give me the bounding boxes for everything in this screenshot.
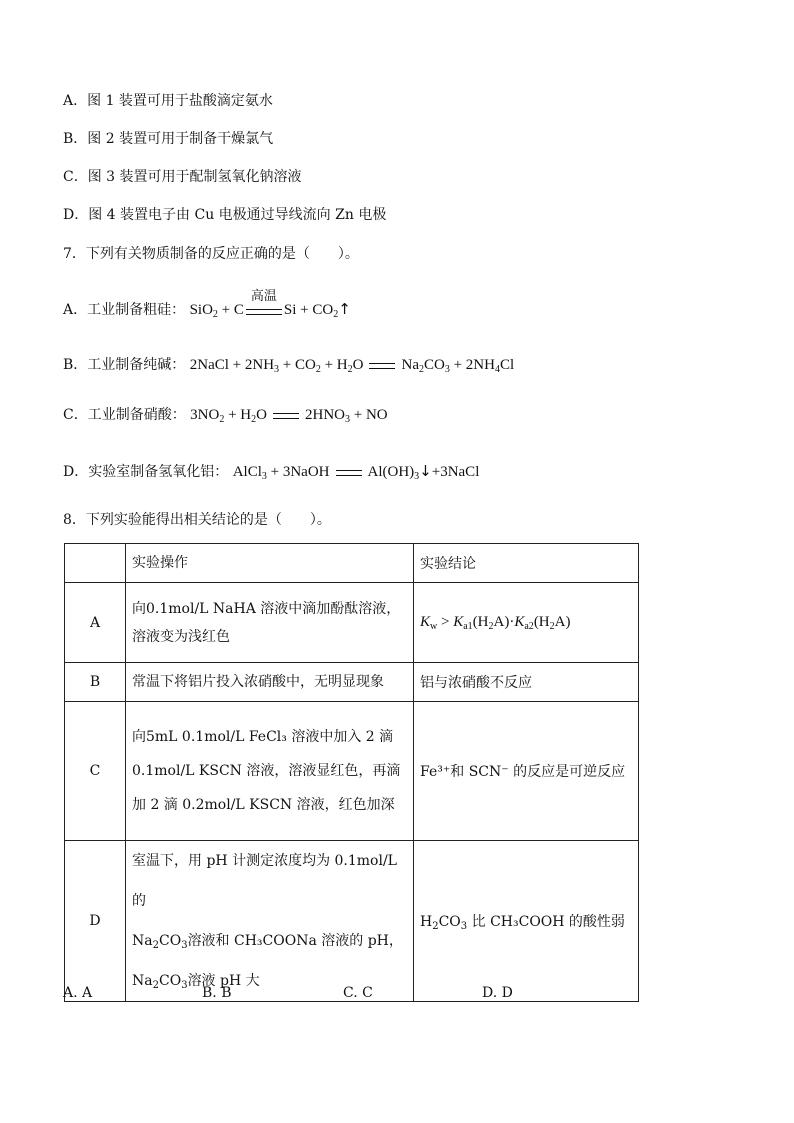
header-operation: 实验操作	[126, 544, 414, 583]
table-header-row	[65, 544, 639, 583]
answer-c: C. C	[343, 985, 373, 1001]
row-conclusion: Fe³⁺和 SCN⁻ 的反应是可逆反应	[414, 702, 639, 841]
row-operation: 室温下，用 pH 计测定浓度均为 0.1mol/L 的 $Na_2CO_3$溶液和 CH₃COONa 溶液的 pH， $Na_2CO_3$溶液 pH 大	[126, 841, 414, 1002]
row-conclusion: $K_w > K_{a1}(H_2A)\cdot K_{a2}(H_2A)$	[414, 583, 639, 663]
q7-option-b: B．工业制备纯碱： 2NaCl + $2NH_3 + CO_2 + H_2O$ $Na_2CO_3 + 2NH_4Cl$	[63, 357, 515, 375]
row-key: C	[65, 702, 126, 841]
row-operation: 向0.1mol/L NaHA 溶液中滴加酚酞溶液， 溶液变为浅红色	[126, 583, 414, 663]
q6-option-c: C．图 3 装置可用于配制氢氧化钠溶液	[63, 169, 302, 185]
row-key: D	[65, 841, 126, 1002]
row-key: A	[65, 583, 126, 663]
precipitate-arrow-icon: ↓	[419, 462, 432, 480]
answer-b: B. B	[202, 985, 232, 1001]
answer-a: A. A	[63, 985, 93, 1001]
q7-option-c: C．工业制备硝酸： $3NO_2 + H_2O$ $2HNO_3$ + NO	[63, 407, 388, 425]
table-row	[65, 841, 639, 1002]
q7-stem: 7．下列有关物质制备的反应正确的是（ ）。	[63, 246, 359, 262]
q6-option-a: A．图 1 装置可用于盐酸滴定氨水	[63, 93, 273, 109]
q8-stem: 8．下列实验能得出相关结论的是（ ）。	[63, 512, 331, 528]
q6-option-d: D．图 4 装置电子由 Cu 电极通过导线流向 Zn 电极	[63, 207, 387, 223]
experiment-table	[64, 543, 639, 1002]
row-operation: 向5mL 0.1mol/L FeCl₃ 溶液中加入 2 滴 0.1mol/L KSCN 溶液，溶液显红色，再滴 加 2 滴 0.2mol/L KSCN 溶液，红色加深	[126, 702, 414, 841]
gas-arrow-icon: ↑	[338, 300, 351, 318]
q7-option-d: D．实验室制备氢氧化铝： AlCl$_3$ + 3NaOH $Al(OH)_3↓+3NaCl$	[63, 462, 480, 482]
table-row	[65, 702, 639, 841]
table-row	[65, 583, 639, 663]
answer-d: D. D	[482, 985, 513, 1001]
q7-option-a: A．工业制备粗硅： SiO$_2$ + C 高温 $Si + CO_2↑$	[63, 287, 351, 320]
table-row	[65, 663, 639, 702]
row-key: B	[65, 663, 126, 702]
condition-high-temp: 高温	[250, 287, 277, 303]
equation-soda: 2NaCl + $2NH_3 + CO_2 + H_2O$ $Na_2CO_3 + 2NH_4Cl$	[189, 357, 515, 375]
q6-option-b: B．图 2 装置可用于制备干燥氯气	[63, 131, 274, 147]
equation-aluminium: AlCl$_3$ + 3NaOH $Al(OH)_3↓+3NaCl$	[232, 462, 480, 482]
row-conclusion: $H_2CO_3$ 比 CH₃COOH 的酸性弱	[414, 841, 639, 1002]
row-conclusion: 铝与浓硝酸不反应	[414, 663, 639, 702]
equation-silicon: SiO$_2$ + C 高温 $Si + CO_2↑$	[189, 287, 351, 320]
row-operation: 常温下将铝片投入浓硝酸中，无明显现象	[126, 663, 414, 702]
equation-nitric: $3NO_2 + H_2O$ $2HNO_3$ + NO	[190, 407, 388, 425]
header-conclusion: 实验结论	[414, 544, 639, 583]
